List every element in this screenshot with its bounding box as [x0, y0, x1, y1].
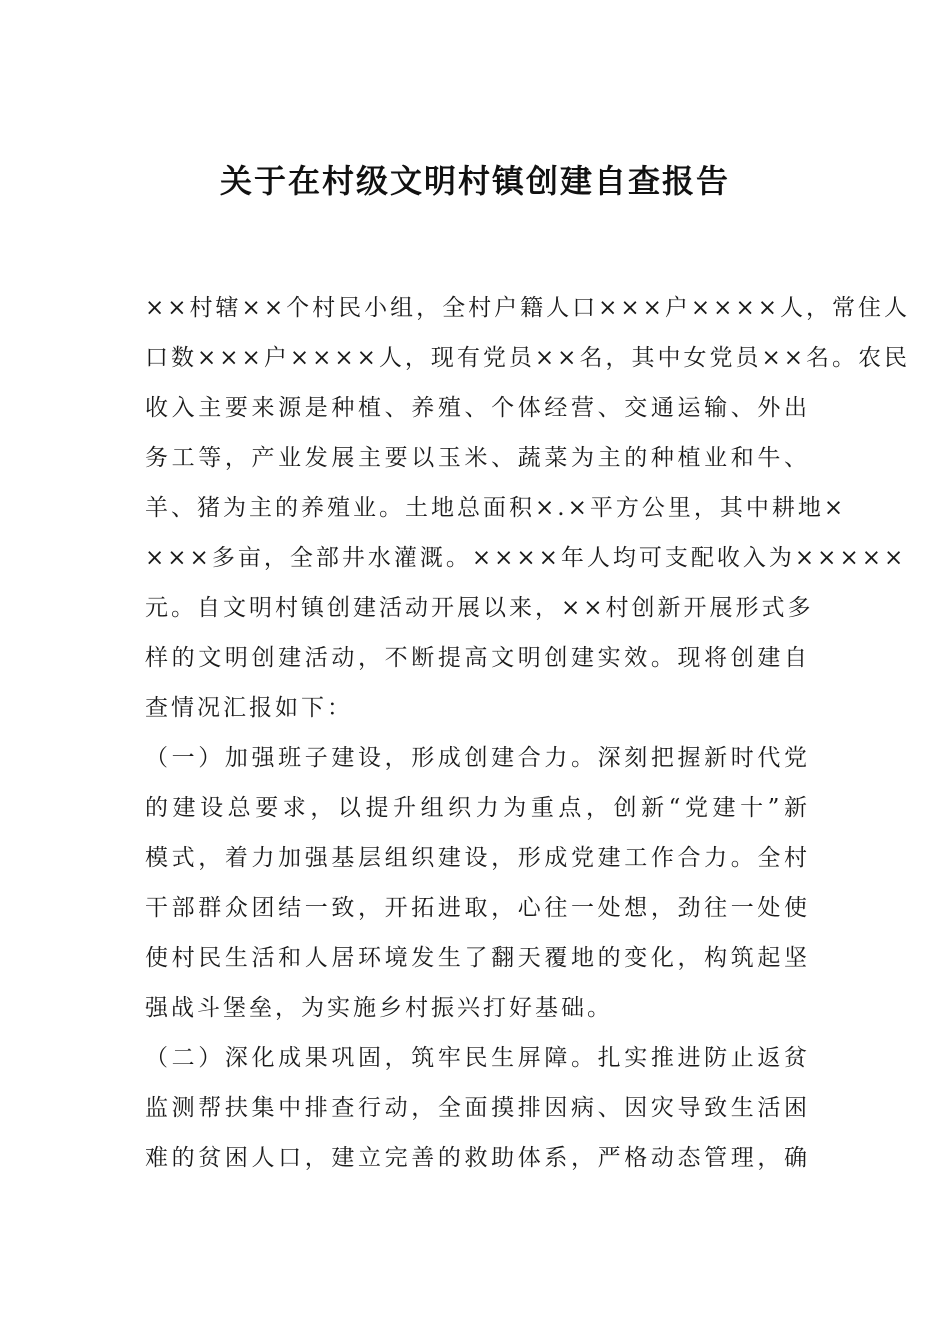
- document-body: [145, 283, 910, 1183]
- body-line: 监测帮扶集中排查行动，全面摸排因病、因灾导致生活困: [145, 1095, 810, 1121]
- body-line: 样的文明创建活动，不断提高文明创建实效。现将创建自: [145, 645, 810, 671]
- body-line: （一）加强班子建设，形成创建合力。深刻把握新时代党: [145, 745, 810, 771]
- body-line: 使村民生活和人居环境发生了翻天覆地的变化，构筑起坚: [145, 945, 810, 971]
- body-line: 干部群众团结一致，开拓进取，心往一处想，劲往一处使: [145, 895, 810, 921]
- body-line: 难的贫困人口，建立完善的救助体系，严格动态管理，确: [145, 1145, 810, 1171]
- body-line: 的建设总要求，以提升组织力为重点，创新“党建十”新: [145, 795, 810, 821]
- body-line: ××村辖××个村民小组，全村户籍人口×××户××××人，常住人: [145, 295, 910, 321]
- body-line: 强战斗堡垒，为实施乡村振兴打好基础。: [145, 995, 613, 1021]
- body-line: ×××多亩，全部井水灌溉。××××年人均可支配收入为×××××: [145, 545, 907, 571]
- body-line: 务工等，产业发展主要以玉米、蔬菜为主的种植业和牛、: [145, 445, 810, 471]
- body-line: 元。自文明村镇创建活动开展以来，××村创新开展形式多: [145, 595, 814, 621]
- body-line: 收入主要来源是种植、养殖、个体经营、交通运输、外出: [145, 395, 810, 421]
- document-title: 关于在村级文明村镇创建自查报告: [219, 162, 730, 200]
- body-line: 模式，着力加强基层组织建设，形成党建工作合力。全村: [145, 845, 810, 871]
- body-line: 口数×××户××××人，现有党员××名，其中女党员××名。农民: [145, 345, 910, 371]
- body-line: 查情况汇报如下：: [145, 695, 353, 721]
- body-line: （二）深化成果巩固，筑牢民生屏障。扎实推进防止返贫: [145, 1045, 810, 1071]
- body-line: 羊、猪为主的养殖业。土地总面积×.×平方公里，其中耕地×: [145, 495, 847, 521]
